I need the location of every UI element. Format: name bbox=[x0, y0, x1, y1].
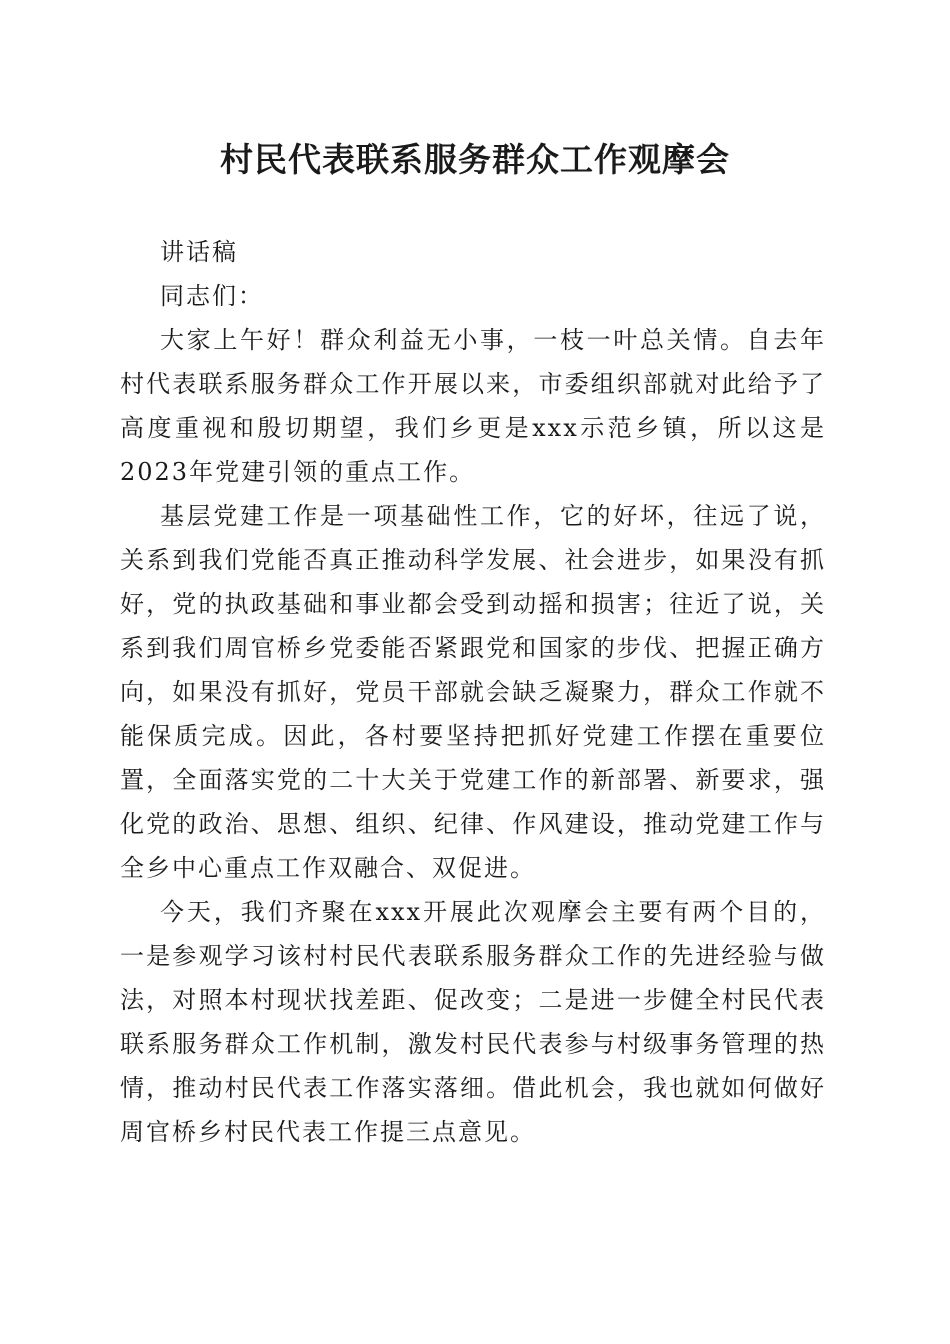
salutation-line: 同志们： bbox=[160, 282, 264, 310]
document-title: 村民代表联系服务群众工作观摩会 bbox=[220, 140, 730, 179]
paragraph-1: 大家上午好！群众利益无小事，一枝一叶总关情。自去年村代表联系服务群众工作开展以来，市委组织部就对此给予了高度重视和殷切期望，我们乡更是xxx示范乡镇，所以这是2023年党建引领的重点工作。 bbox=[120, 326, 826, 486]
subtitle-line: 讲话稿 bbox=[160, 238, 238, 266]
paragraph-3: 今天，我们齐聚在xxx开展此次观摩会主要有两个目的，一是参观学习该村村民代表联系服务群众工作的先进经验与做法，对照本村现状找差距、促改变；二是进一步健全村民代表联系服务群众工作机制，激发村民代表参与村级事务管理的热情，推动村民代表工作落实落细。借此机会，我也就如何做好周官桥乡村民代表工作提三点意见。 bbox=[120, 898, 826, 1146]
paragraph-2: 基层党建工作是一项基础性工作，它的好坏，往远了说，关系到我们党能否真正推动科学发展、社会进步，如果没有抓好，党的执政基础和事业都会受到动摇和损害；往近了说，关系到我们周官桥乡党委能否紧跟党和国家的步伐、把握正确方向，如果没有抓好，党员干部就会缺乏凝聚力，群众工作就不能保质完成。因此，各村要坚持把抓好党建工作摆在重要位置，全面落实党的二十大关于党建工作的新部署、新要求，强化党的政治、思想、组织、纪律、作风建设，推动党建工作与全乡中心重点工作双融合、双促进。 bbox=[120, 502, 826, 882]
document-body bbox=[120, 230, 826, 1154]
